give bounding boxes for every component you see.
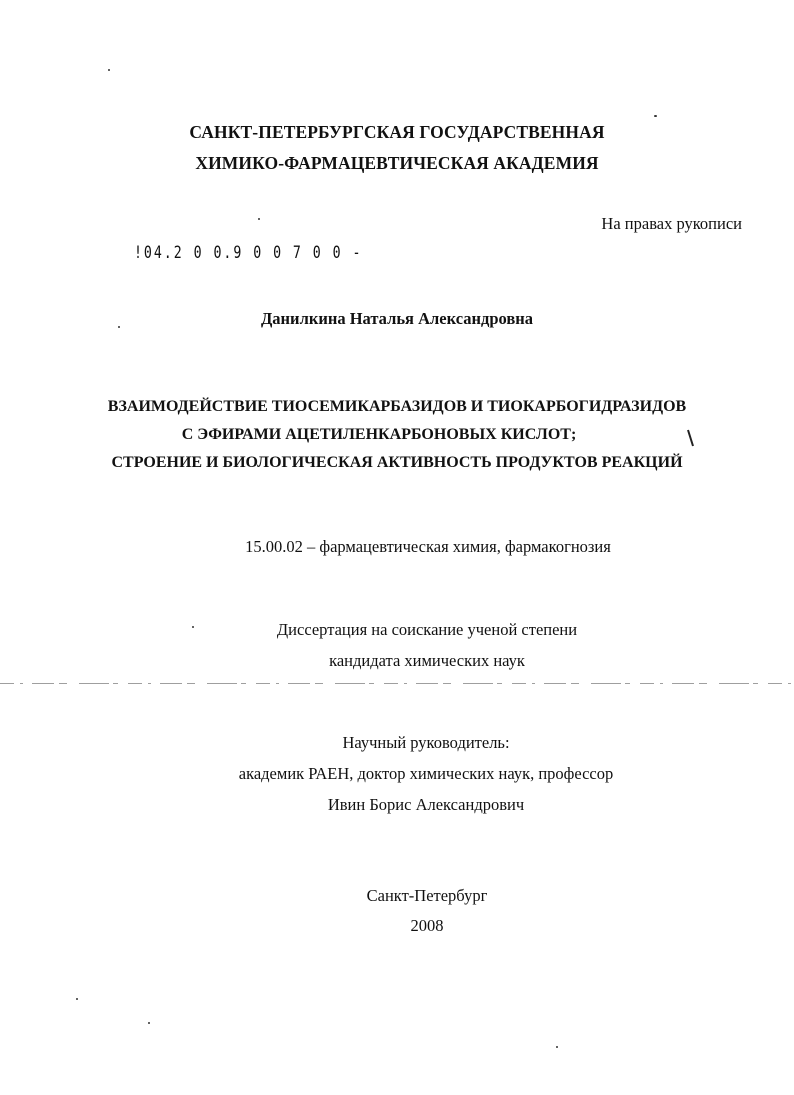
stray-mark	[686, 428, 696, 448]
thesis-title-line-2: С ЭФИРАМИ АЦЕТИЛЕНКАРБОНОВЫХ КИСЛОТ;	[181, 426, 577, 443]
city: Санкт-Петербург	[366, 886, 488, 905]
specialty-code: 15.00.02 – фармацевтическая химия, фармакогнозия	[245, 537, 611, 556]
supervisor-credentials: академик РАЕН, доктор химических наук, профессор	[238, 764, 614, 783]
thesis-title-line-3: СТРОЕНИЕ И БИОЛОГИЧЕСКАЯ АКТИВНОСТЬ ПРОДУКТОВ РЕАКЦИЙ	[111, 454, 683, 471]
institution-line-2: ХИМИКО-ФАРМАЦЕВТИЧЕСКАЯ АКАДЕМИЯ	[195, 153, 599, 173]
supervisor-name: Ивин Борис Александрович	[327, 795, 525, 814]
scan-artifact-rule	[0, 682, 794, 684]
registration-number-stamp: !04.2 0 0.9 0 0 7 0 0 -	[134, 243, 363, 263]
scan-speck	[556, 1046, 558, 1048]
institution-line-1: САНКТ-ПЕТЕРБУРГСКАЯ ГОСУДАРСТВЕННАЯ	[189, 122, 605, 142]
scan-speck	[108, 69, 110, 71]
thesis-title-line-1: ВЗАИМОДЕЙСТВИЕ ТИОСЕМИКАРБАЗИДОВ И ТИОКАРБОГИДРАЗИДОВ	[107, 398, 687, 415]
scan-speck	[76, 998, 78, 1000]
scan-speck	[192, 626, 194, 628]
supervisor-label: Научный руководитель:	[342, 733, 510, 752]
scan-speck	[148, 1022, 150, 1024]
scan-speck	[654, 115, 657, 117]
year: 2008	[410, 916, 444, 935]
degree-line-2: кандидата химических наук	[329, 651, 525, 670]
author-name: Данилкина Наталья Александровна	[260, 309, 534, 328]
scan-speck	[258, 218, 260, 220]
degree-line-1: Диссертация на соискание ученой степени	[276, 620, 578, 639]
rights-note: На правах рукописи	[601, 214, 742, 233]
scan-speck	[118, 326, 120, 328]
